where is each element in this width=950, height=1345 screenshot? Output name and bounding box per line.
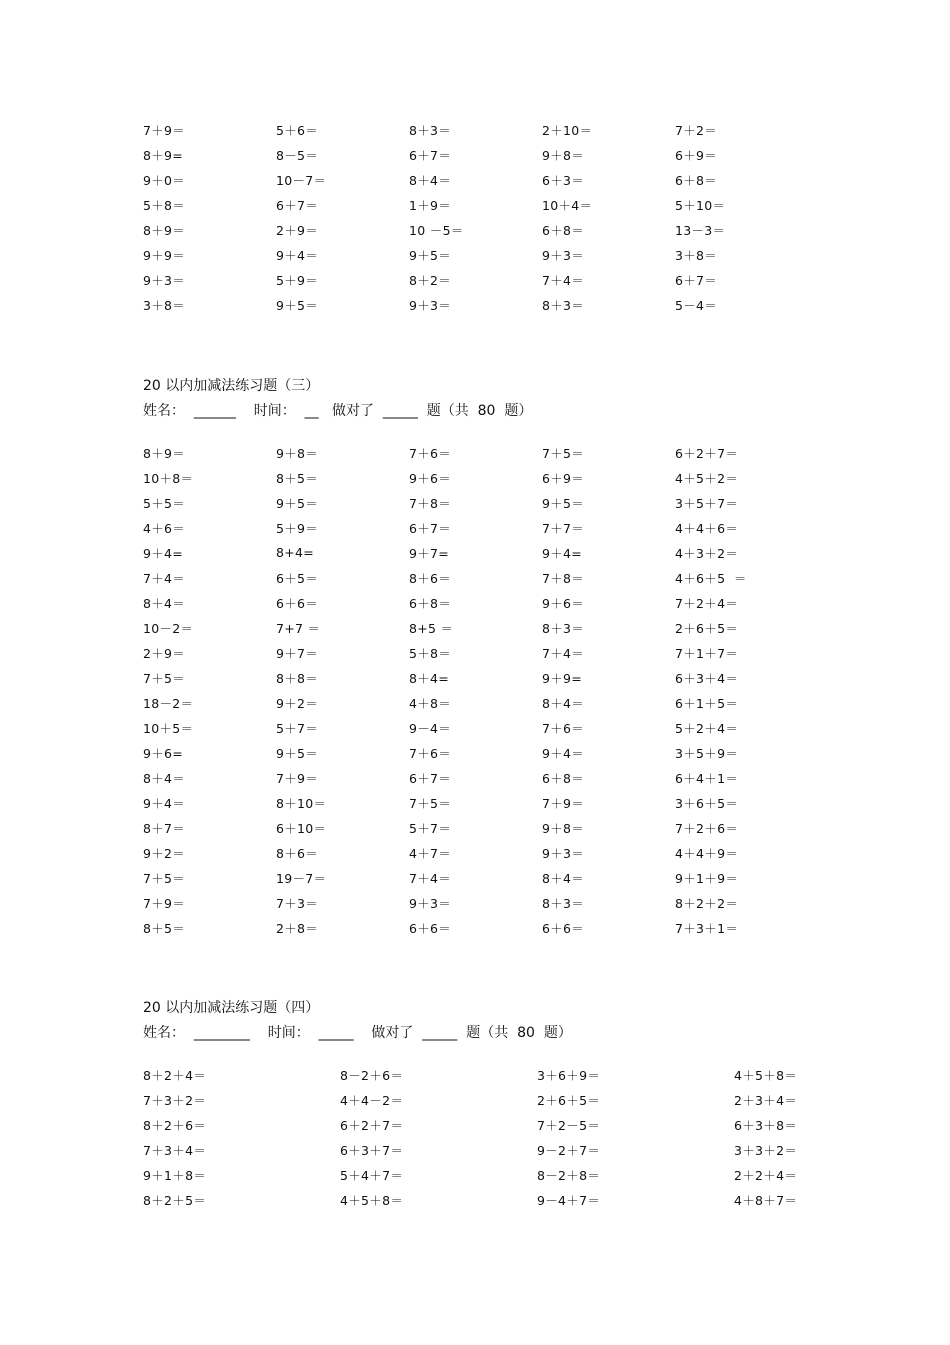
math-problem: 7+7 ＝ — [276, 620, 321, 636]
math-problem: 8＋7＝ — [143, 820, 186, 836]
math-problem: 8＋9＝ — [143, 222, 186, 238]
math-problem: 6＋8＝ — [675, 172, 718, 188]
problem-row — [143, 1162, 931, 1187]
problem-row — [143, 267, 808, 292]
math-problem: 7＋6＝ — [409, 445, 452, 461]
math-problem: 9＋3＝ — [409, 297, 452, 313]
math-problem: 9＋9＝ — [143, 247, 186, 263]
math-problem: 9－2＋7＝ — [537, 1142, 601, 1158]
math-problem: 7＋9＝ — [276, 770, 319, 786]
math-problem: 9＋3＝ — [542, 247, 585, 263]
math-problem: 3＋5＋9＝ — [675, 745, 739, 761]
problem-row — [143, 790, 808, 815]
math-problem: 9＋7= — [409, 545, 450, 561]
math-problem: 9－4＋7＝ — [537, 1192, 601, 1208]
math-problem: 7＋6＝ — [409, 745, 452, 761]
math-problem: 9＋5＝ — [542, 495, 585, 511]
math-problem: 8＋2＋5＝ — [143, 1192, 207, 1208]
math-problem: 4＋8＋7＝ — [734, 1192, 798, 1208]
math-problem: 10＋4＝ — [542, 197, 593, 213]
problem-row — [143, 915, 808, 940]
math-problem: 9＋3＝ — [409, 895, 452, 911]
math-problem: 8＋2＋4＝ — [143, 1067, 207, 1083]
math-problem: 5＋8＝ — [409, 645, 452, 661]
problem-row — [143, 242, 808, 267]
math-problem: 6＋7＝ — [276, 197, 319, 213]
math-problem: 4＋4－2＝ — [340, 1092, 404, 1108]
math-problem: 8＋5＝ — [276, 470, 319, 486]
problem-row — [143, 715, 808, 740]
math-problem: 5＋7＝ — [409, 820, 452, 836]
problem-grid-section-1 — [143, 117, 808, 317]
problem-row — [143, 590, 808, 615]
problem-row — [143, 1062, 931, 1087]
math-problem: 4＋5＋8＝ — [340, 1192, 404, 1208]
math-problem: 6＋6＝ — [542, 920, 585, 936]
math-problem: 7＋6＝ — [542, 720, 585, 736]
math-problem: 2＋6＋5＝ — [675, 620, 739, 636]
math-problem: 4＋5＋8＝ — [734, 1067, 798, 1083]
math-problem: 3＋3＋2＝ — [734, 1142, 798, 1158]
math-problem: 10－7＝ — [276, 172, 327, 188]
math-problem: 8＋2＋6＝ — [143, 1117, 207, 1133]
math-problem: 10 －5＝ — [409, 222, 464, 238]
math-problem: 5＋9＝ — [276, 520, 319, 536]
math-problem: 2＋8＝ — [276, 920, 319, 936]
math-problem: 7＋5＝ — [542, 445, 585, 461]
problem-row — [143, 167, 808, 192]
math-problem: 7＋4＝ — [143, 570, 186, 586]
math-problem: 9＋8＝ — [542, 147, 585, 163]
math-problem: 9＋1＋9＝ — [675, 870, 739, 886]
math-problem: 9＋3＝ — [542, 845, 585, 861]
math-problem: 5＋6＝ — [276, 122, 319, 138]
math-problem: 5＋5＝ — [143, 495, 186, 511]
math-problem: 7＋8＝ — [542, 570, 585, 586]
section-title-3: 20 以内加减法练习题（三） — [143, 378, 320, 394]
math-problem: 5－4＝ — [675, 297, 718, 313]
math-problem: 7＋8＝ — [409, 495, 452, 511]
math-problem: 7＋2＋6＝ — [675, 820, 739, 836]
math-problem: 9＋2＝ — [143, 845, 186, 861]
math-problem: 8+5 ＝ — [409, 620, 454, 636]
problem-row — [143, 192, 808, 217]
math-problem: 6＋8＝ — [542, 770, 585, 786]
math-problem: 4＋5＋2＝ — [675, 470, 739, 486]
math-problem: 6＋3＝ — [542, 172, 585, 188]
math-problem: 10＋5＝ — [143, 720, 194, 736]
problem-row — [143, 1187, 931, 1212]
math-problem: 9＋5＝ — [276, 495, 319, 511]
math-problem: 2＋9＝ — [143, 645, 186, 661]
math-problem: 9＋1＋8＝ — [143, 1167, 207, 1183]
math-problem: 7＋2－5＝ — [537, 1117, 601, 1133]
math-problem: 3＋5＋7＝ — [675, 495, 739, 511]
math-problem: 8＋3＝ — [409, 122, 452, 138]
math-problem: 8＋4= — [409, 670, 450, 686]
math-problem: 8－2＋8＝ — [537, 1167, 601, 1183]
math-problem: 7＋9＝ — [143, 122, 186, 138]
math-problem: 8＋9= — [143, 147, 184, 163]
math-problem: 6＋4＋1＝ — [675, 770, 739, 786]
math-problem: 8＋4＝ — [542, 695, 585, 711]
math-problem: 6＋7＝ — [409, 770, 452, 786]
math-problem: 4＋6＋5 ＝ — [675, 570, 747, 586]
math-problem: 1＋9＝ — [409, 197, 452, 213]
math-problem: 7＋5＝ — [409, 795, 452, 811]
math-problem: 8＋8＝ — [276, 670, 319, 686]
math-problem: 9＋5＝ — [276, 297, 319, 313]
math-problem: 8＋4＝ — [143, 595, 186, 611]
student-info-line-3: 姓名： ______ 时间： __ 做对了 _____ 题（共 80 题） — [143, 403, 533, 419]
math-problem: 7＋4＝ — [409, 870, 452, 886]
math-problem: 2＋6＋5＝ — [537, 1092, 601, 1108]
problem-row — [143, 865, 808, 890]
math-problem: 4＋6＝ — [143, 520, 186, 536]
math-problem: 7＋9＝ — [542, 795, 585, 811]
problem-row — [143, 440, 808, 465]
math-problem: 3＋6＋9＝ — [537, 1067, 601, 1083]
math-problem: 9＋2＝ — [276, 695, 319, 711]
math-problem: 8＋4＝ — [143, 770, 186, 786]
math-problem: 3＋6＋5＝ — [675, 795, 739, 811]
math-problem: 8＋3＝ — [542, 297, 585, 313]
math-problem: 7＋3＝ — [276, 895, 319, 911]
math-problem: 7＋9＝ — [143, 895, 186, 911]
problem-row — [143, 840, 808, 865]
math-problem: 8＋2＋2＝ — [675, 895, 739, 911]
math-problem: 6＋3＋7＝ — [340, 1142, 404, 1158]
problem-row — [143, 540, 808, 565]
math-problem: 9＋4＝ — [143, 795, 186, 811]
math-problem: 9＋5＝ — [276, 745, 319, 761]
math-problem: 9＋9= — [542, 670, 583, 686]
problem-row — [143, 565, 808, 590]
math-problem: 9＋4= — [542, 545, 583, 561]
math-problem: 8＋9＝ — [143, 445, 186, 461]
problem-row — [143, 765, 808, 790]
problem-row — [143, 292, 808, 317]
math-problem: 7＋3＋2＝ — [143, 1092, 207, 1108]
problem-row — [143, 1112, 931, 1137]
math-problem: 8＋2＝ — [409, 272, 452, 288]
problem-row — [143, 615, 808, 640]
math-problem: 9＋6＝ — [542, 595, 585, 611]
math-problem: 8＋3＝ — [542, 895, 585, 911]
math-problem: 4＋7＝ — [409, 845, 452, 861]
math-problem: 2＋10＝ — [542, 122, 593, 138]
math-problem: 2＋9＝ — [276, 222, 319, 238]
math-problem: 6＋2＋7＝ — [340, 1117, 404, 1133]
math-problem: 2＋3＋4＝ — [734, 1092, 798, 1108]
math-problem: 8＋6＝ — [276, 845, 319, 861]
problem-grid-section-3 — [143, 440, 808, 940]
math-problem: 8＋5＝ — [143, 920, 186, 936]
math-problem: 9－4＝ — [409, 720, 452, 736]
math-problem: 6＋6＝ — [276, 595, 319, 611]
math-problem: 8＋6＝ — [409, 570, 452, 586]
math-problem: 6＋7＝ — [409, 147, 452, 163]
math-problem: 6＋2＋7＝ — [675, 445, 739, 461]
math-problem: 10－2＝ — [143, 620, 194, 636]
math-problem: 6＋9＝ — [542, 470, 585, 486]
math-problem: 2＋2＋4＝ — [734, 1167, 798, 1183]
section-title-4: 20 以内加减法练习题（四） — [143, 1000, 320, 1016]
math-problem: 6＋7＝ — [409, 520, 452, 536]
problem-row — [143, 217, 808, 242]
math-problem: 4＋8＝ — [409, 695, 452, 711]
problem-row — [143, 690, 808, 715]
math-problem: 3＋8＝ — [675, 247, 718, 263]
problem-row — [143, 142, 808, 167]
math-problem: 8＋3＝ — [542, 620, 585, 636]
math-problem: 9＋4= — [143, 545, 184, 561]
problem-row — [143, 465, 808, 490]
problem-row — [143, 665, 808, 690]
math-problem: 6＋9＝ — [675, 147, 718, 163]
math-problem: 7＋2＋4＝ — [675, 595, 739, 611]
math-problem: 6＋5＝ — [276, 570, 319, 586]
student-info-line-4: 姓名： ________ 时间： _____ 做对了 _____ 题（共 80 题） — [143, 1025, 572, 1041]
math-problem: 9＋5＝ — [409, 247, 452, 263]
math-problem: 5＋10＝ — [675, 197, 726, 213]
math-problem: 4＋4＋9＝ — [675, 845, 739, 861]
math-problem: 5＋8＝ — [143, 197, 186, 213]
math-problem: 7＋3＋1＝ — [675, 920, 739, 936]
math-problem: 5＋4＋7＝ — [340, 1167, 404, 1183]
math-problem: 5＋2＋4＝ — [675, 720, 739, 736]
math-problem: 8－5＝ — [276, 147, 319, 163]
math-problem: 5＋9＝ — [276, 272, 319, 288]
math-problem: 7＋3＋4＝ — [143, 1142, 207, 1158]
problem-row — [143, 815, 808, 840]
math-problem: 4＋4＋6＝ — [675, 520, 739, 536]
math-problem: 8+4= — [276, 545, 315, 560]
math-problem: 9＋0＝ — [143, 172, 186, 188]
math-problem: 7＋7＝ — [542, 520, 585, 536]
problem-row — [143, 1087, 931, 1112]
math-problem: 9＋4＝ — [276, 247, 319, 263]
math-problem: 6＋3＋8＝ — [734, 1117, 798, 1133]
math-problem: 4＋3＋2＝ — [675, 545, 739, 561]
math-problem: 13－3＝ — [675, 222, 726, 238]
math-problem: 7＋2＝ — [675, 122, 718, 138]
math-problem: 19－7＝ — [276, 870, 327, 886]
math-problem: 6＋10＝ — [276, 820, 327, 836]
math-problem: 9＋7＝ — [276, 645, 319, 661]
problem-row — [143, 1137, 931, 1162]
math-problem: 8＋4＝ — [409, 172, 452, 188]
math-problem: 7＋5＝ — [143, 870, 186, 886]
math-problem: 8＋10＝ — [276, 795, 327, 811]
math-problem: 9＋6= — [143, 745, 184, 761]
math-problem: 6＋8＝ — [409, 595, 452, 611]
math-problem: 7＋5＝ — [143, 670, 186, 686]
problem-grid-section-4 — [143, 1062, 931, 1212]
math-problem: 18－2＝ — [143, 695, 194, 711]
math-problem: 9＋3＝ — [143, 272, 186, 288]
math-problem: 9＋8＝ — [276, 445, 319, 461]
math-problem: 7＋4＝ — [542, 645, 585, 661]
problem-row — [143, 515, 808, 540]
math-problem: 6＋1＋5＝ — [675, 695, 739, 711]
math-problem: 9＋8＝ — [542, 820, 585, 836]
problem-row — [143, 890, 808, 915]
math-problem: 8＋4＝ — [542, 870, 585, 886]
math-problem: 6＋8＝ — [542, 222, 585, 238]
math-problem: 10＋8＝ — [143, 470, 194, 486]
math-problem: 6＋6＝ — [409, 920, 452, 936]
math-problem: 8－2＋6＝ — [340, 1067, 404, 1083]
math-problem: 7＋1＋7＝ — [675, 645, 739, 661]
math-problem: 6＋3＋4＝ — [675, 670, 739, 686]
math-problem: 3＋8＝ — [143, 297, 186, 313]
problem-row — [143, 490, 808, 515]
math-problem: 6＋7＝ — [675, 272, 718, 288]
problem-row — [143, 640, 808, 665]
math-problem: 9＋6＝ — [409, 470, 452, 486]
math-problem: 7＋4＝ — [542, 272, 585, 288]
problem-row — [143, 740, 808, 765]
math-problem: 9＋4＝ — [542, 745, 585, 761]
problem-row — [143, 117, 808, 142]
math-problem: 5＋7＝ — [276, 720, 319, 736]
